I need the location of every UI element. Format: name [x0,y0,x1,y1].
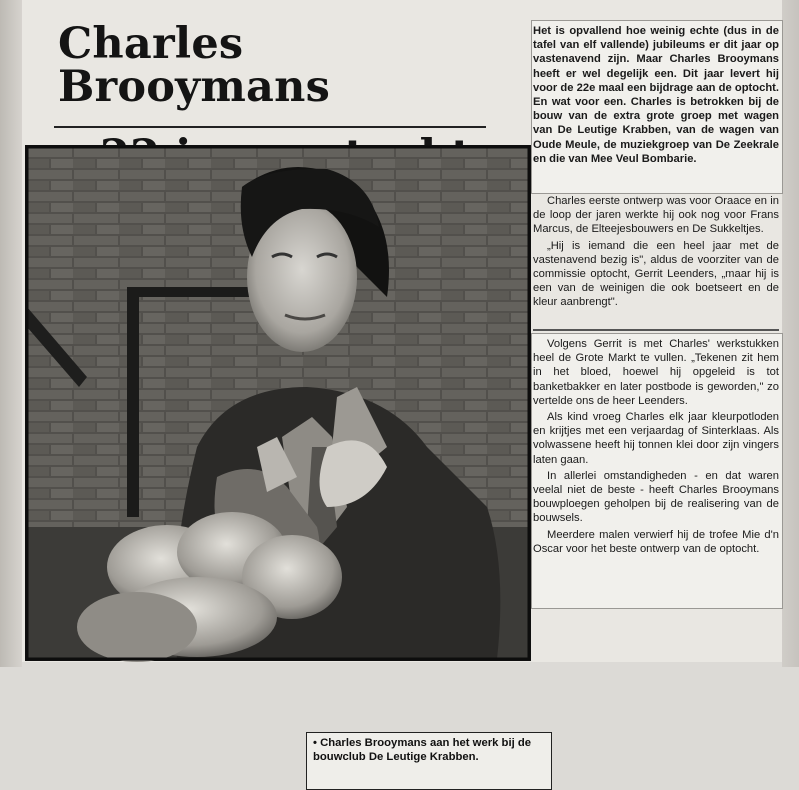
paragraph: „Hij is iemand die een heel jaar met de vastenavend bezig is", aldus de voorziter van de commissie optocht, Gerrit Leenders, „maar hij is een van de weinigen die ook boetseert en de kleur aanbrengt". [533,239,779,309]
paragraph: Meerdere malen verwierf hij de trofee Mie d'n Oscar voor het beste ontwerp van de optocht. [533,528,779,555]
paragraph: In allerlei omstandigheden - en dat waren veelal niet de beste - heeft Charles Brooymans bouwploegen geholpen bij de realisering van de bouwsels. [533,469,779,525]
article-photo [25,145,532,763]
page-shadow [0,0,22,667]
photo-caption: • Charles Brooymans aan het werk bij de bouwclub De Leutige Krabben. [306,732,552,790]
column-top [533,194,779,312]
column-divider [533,329,779,331]
page-edge [782,0,799,667]
paragraph: Charles eerste ontwerp was voor Oraace en in de loop der jaren werkte hij ook nog voor Frans Marcus, de Elteejesbouwers en De Sukkeltjes. [533,195,779,236]
lead-paragraph-column [533,24,779,168]
column-bottom [533,337,779,558]
paragraph: Volgens Gerrit is met Charles' werkstukken heel de Grote Markt te vullen. „Tekenen zit hem in het bloed, hoewel hij opgeleid is tot banketbakker en later postbode is geworden," zo vertelde ons de heer Leenders. [533,338,779,407]
headline-line-1: Charles Brooymans [58,19,330,113]
photo-illustration [27,147,529,659]
lead-paragraph: Het is opvallend hoe weinig echte (dus in de tafel van elf vallende) jubileums er dit jaar op vastenavend zijn. Maar Charles Brooymans heeft er wel degelijk een. Dit jaar levert hij voor de 22e maal een bijdrage aan de optocht. En wat voor een. Charles is betrokken bij de bouw van de extra grote groep met wagen van De Leutige Krabben, van de wagen van Oude Meule, de muziekgroep van De Zeekrale en die van Mee Veul Bombarie. [533,25,779,165]
headline-rule [54,126,486,128]
paragraph: Als kind vroeg Charles elk jaar kleurpotloden en krijtjes met een verjaardag of Sinterklaas. Als volwassene heeft hij tonnen klei door zijn vingers laten gaan. [533,411,779,466]
